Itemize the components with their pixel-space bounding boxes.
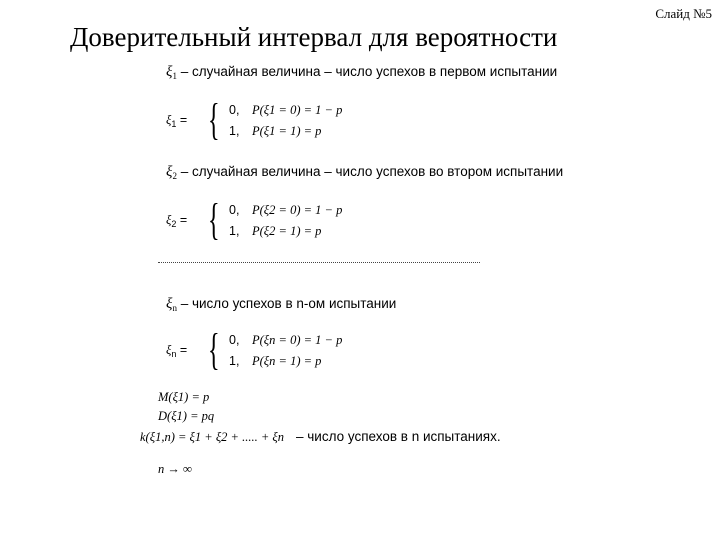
xi2-case-zero: 0,	[229, 203, 240, 217]
limit-formula: n → ∞	[158, 462, 192, 476]
dotted-separator	[158, 262, 480, 263]
xin-case-zero: 0,	[229, 333, 240, 347]
xi2-description: – случайная величина – число успехов во втором испытании	[180, 164, 564, 179]
xi1-definition: $\xi_1$ – случайная величина – число успехов в первом испытании	[166, 64, 558, 81]
xi1-case-one: 1,	[229, 124, 240, 138]
page-title: Доверительный интервал для вероятности	[70, 22, 558, 52]
xin-prob-zero: P(ξn = 0) = 1 − p	[252, 333, 343, 347]
xin-prob-one: P(ξn = 1) = p	[252, 354, 322, 368]
brace-2: {	[208, 195, 220, 244]
mean-formula: M(ξ1) = p	[158, 390, 210, 404]
xi2-definition: $\xi_2$ – случайная величина – число успехов во втором испытании	[166, 164, 564, 181]
xin-definition: $\xi_n$ – число успехов в n-ом испытании	[166, 296, 397, 313]
xin-description: – число успехов в n-ом испытании	[180, 296, 397, 311]
xi1-description: – случайная величина – число успехов в первом испытании	[180, 64, 558, 79]
xin-case-one: 1,	[229, 354, 240, 368]
xi2-lhs: $\xi_2$ =	[166, 213, 188, 229]
k-formula: k(ξ1,n) = ξ1 + ξ2 + ..... + ξn	[140, 430, 285, 444]
xi1-lhs: $\xi_1$ =	[166, 113, 188, 129]
xi2-case-one: 1,	[229, 224, 240, 238]
variance-formula: D(ξ1) = pq	[158, 409, 215, 423]
brace-n: {	[208, 325, 220, 374]
slide-number: Слайд №5	[655, 6, 712, 21]
brace-1: {	[208, 95, 220, 144]
xi1-prob-one: P(ξ1 = 1) = p	[252, 124, 322, 138]
k-description: – число успехов в n испытаниях.	[296, 429, 501, 444]
xi2-prob-zero: P(ξ2 = 0) = 1 − p	[252, 203, 343, 217]
xi1-case-zero: 0,	[229, 103, 240, 117]
xi2-prob-one: P(ξ2 = 1) = p	[252, 224, 322, 238]
xi1-prob-zero: P(ξ1 = 0) = 1 − p	[252, 103, 343, 117]
xin-lhs: $\xi_n$ =	[166, 343, 188, 359]
